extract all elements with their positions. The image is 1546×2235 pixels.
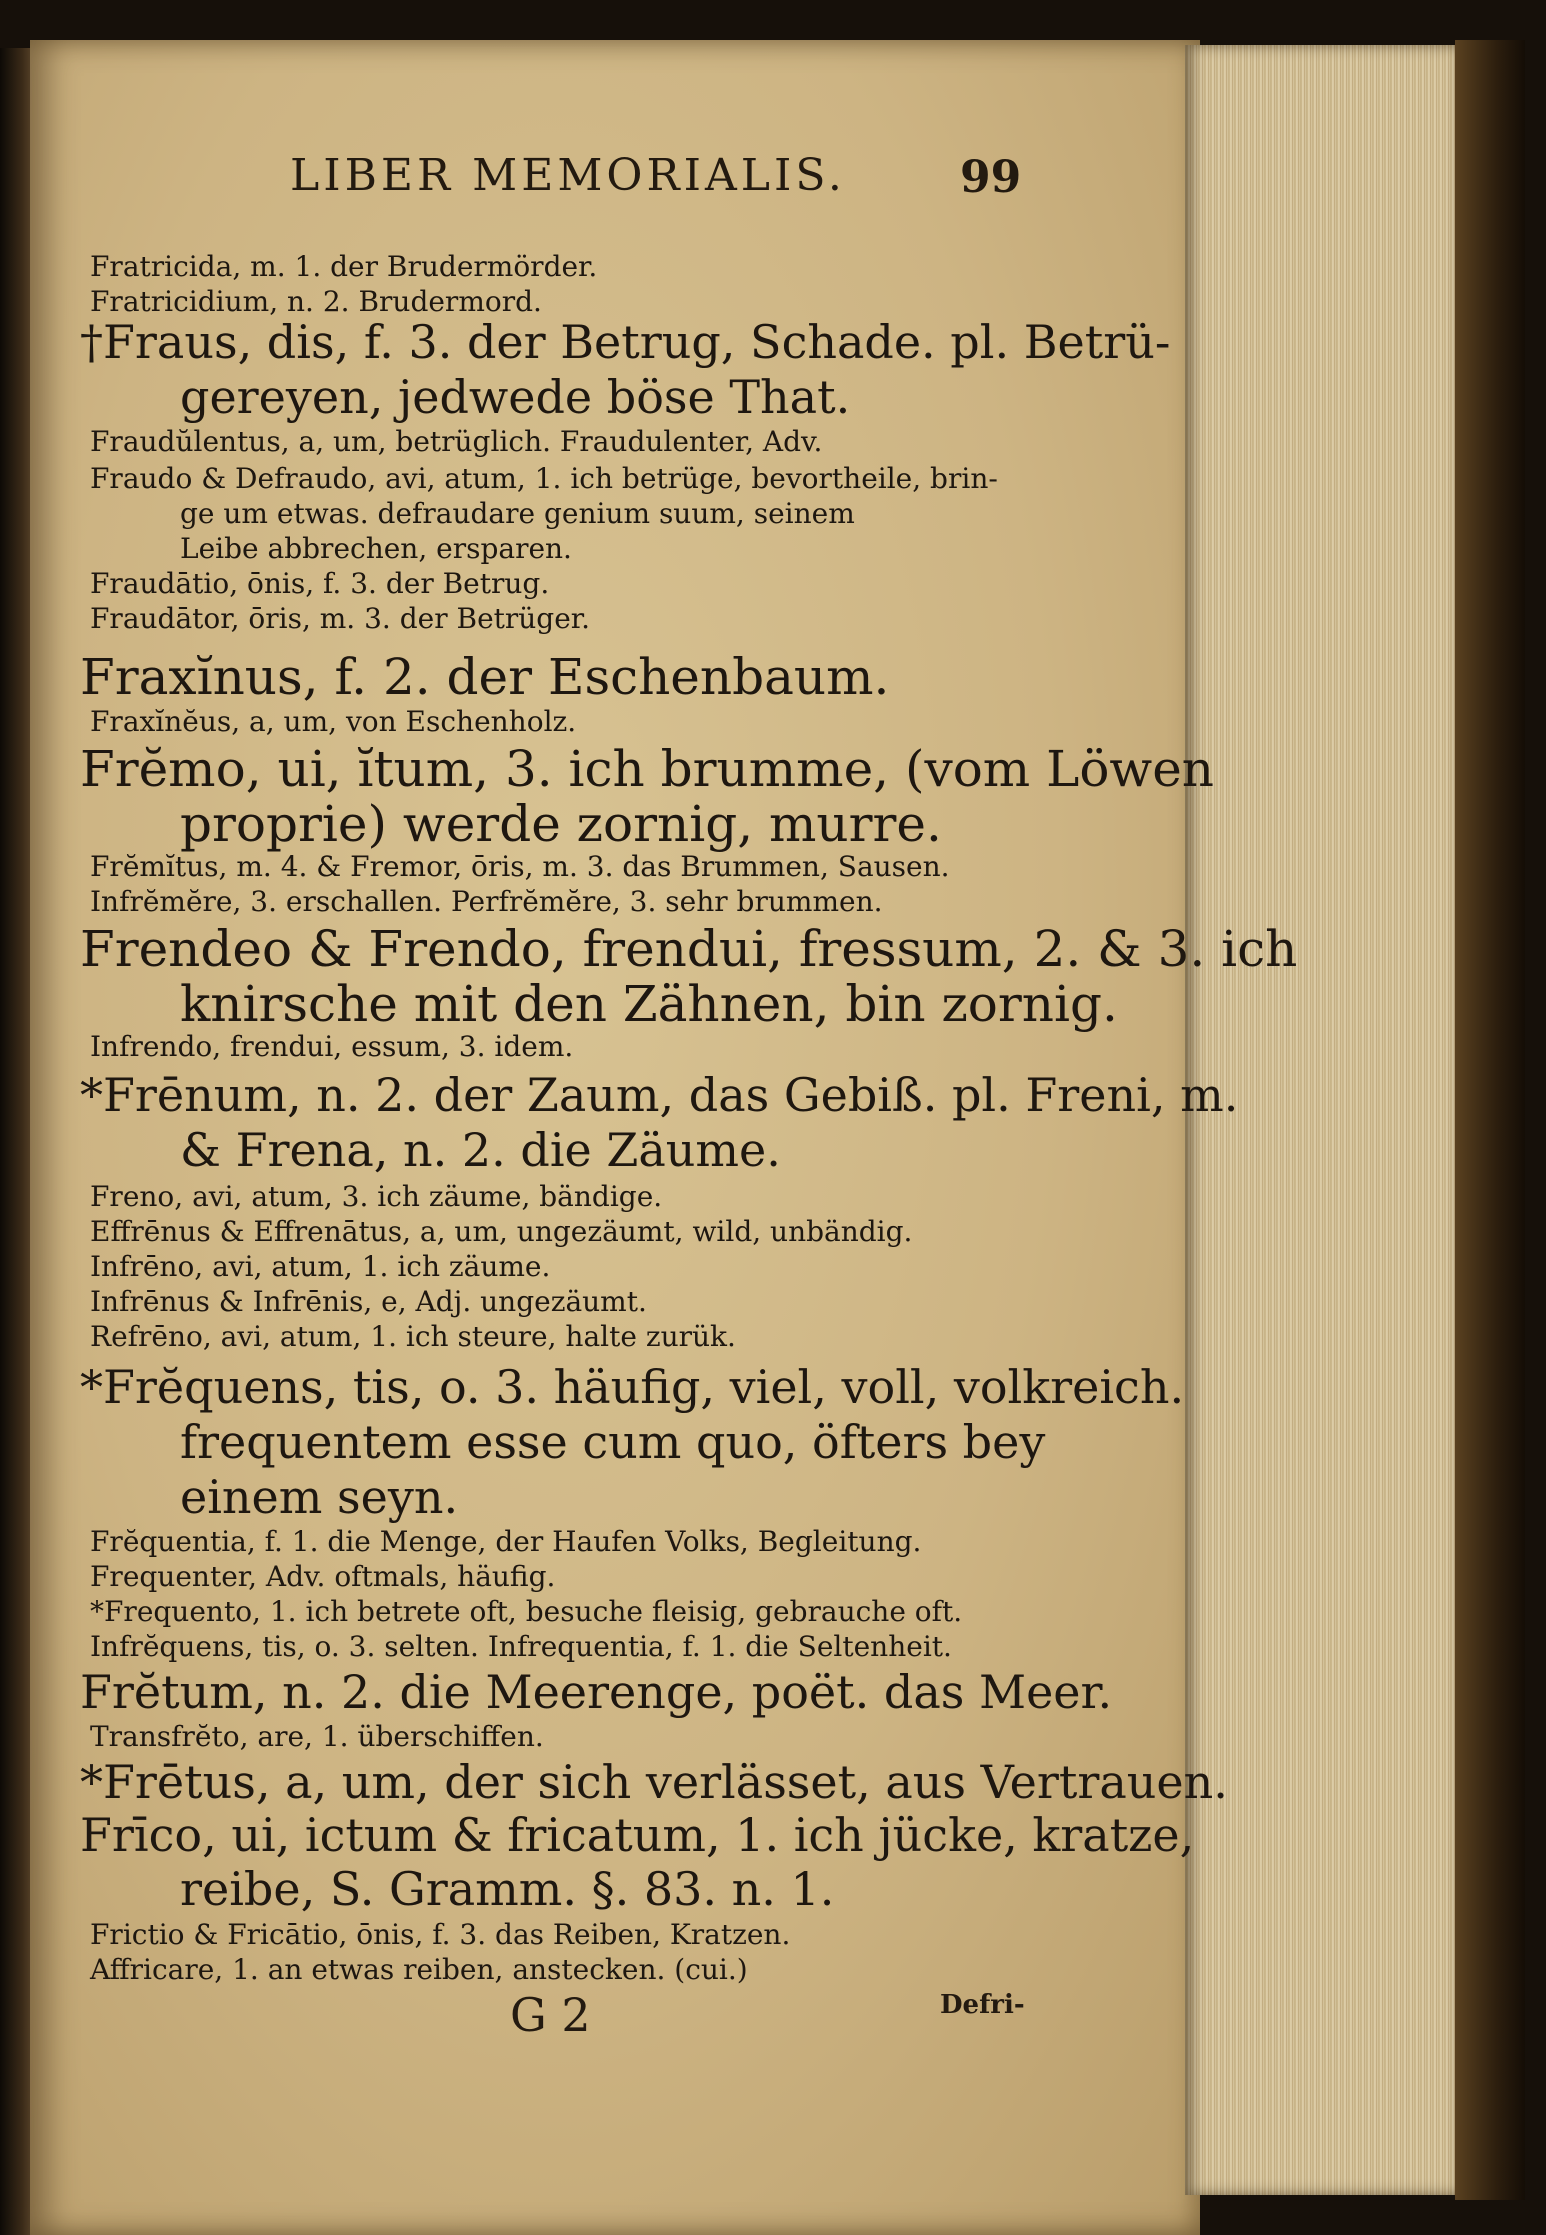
entry-line: *Frequento, 1. ich betrete oft, besuche fleisig, gebrauche oft. [90,1595,963,1628]
entry-line: Freno, avi, atum, 3. ich zäume, bändige. [90,1180,663,1213]
signature-mark: G 2 [510,1988,591,2042]
entry-line: Infrēnus & Infrēnis, e, Adj. ungezäumt. [90,1285,647,1318]
entry-line: reibe, S. Gramm. §. 83. n. 1. [180,1862,835,1916]
entry-line: & Frena, n. 2. die Zäume. [180,1123,781,1177]
book-cover-edge [1455,40,1525,2200]
entry-line: Fraudātor, ōris, m. 3. der Betrüger. [90,602,591,635]
entry-line: Fraxĭnus, f. 2. der Eschenbaum. [80,648,890,706]
entry-line: Infrĕmĕre, 3. erschallen. Perfrĕmĕre, 3. sehr brummen. [90,885,883,918]
entry-line: Fraxĭnĕus, a, um, von Eschenholz. [90,705,577,738]
entry-line: Fraudŭlentus, a, um, betrüglich. Fraudulenter, Adv. [90,425,823,458]
entry-line: Leibe abbrechen, ersparen. [180,532,572,565]
entry-line: Transfrĕto, are, 1. überschiffen. [90,1720,544,1753]
entry-line: Infrēno, avi, atum, 1. ich zäume. [90,1250,551,1283]
entry-line: Frĕquentia, f. 1. die Menge, der Haufen Volks, Begleitung. [90,1525,922,1558]
entry-line: Affricare, 1. an etwas reiben, anstecken. (cui.) [90,1953,748,1986]
entry-line: Fraudo & Defraudo, avi, atum, 1. ich betrüge, bevortheile, brin- [90,462,998,495]
entry-line: frequentem esse cum quo, öfters bey [180,1415,1046,1469]
catchword: Defri- [940,1990,1025,2020]
running-title: LIBER MEMORIALIS. [290,150,846,201]
entry-line: Frendeo & Frendo, frendui, fressum, 2. & 3. ich [80,920,1298,978]
entry-line: *Frĕquens, tis, o. 3. häufig, viel, voll, volkreich. [80,1360,1185,1414]
entry-line: Infrĕquens, tis, o. 3. selten. Infrequentia, f. 1. die Seltenheit. [90,1630,952,1663]
running-header [80,150,1050,210]
entry-line: gereyen, jedwede böse That. [180,370,851,424]
entry-line: Frĕmo, ui, ĭtum, 3. ich brumme, (vom Löwen [80,740,1215,798]
entry-line: Frĕmĭtus, m. 4. & Fremor, ōris, m. 3. das Brummen, Sausen. [90,850,950,883]
entry-line: ge um etwas. defraudare genium suum, seinem [180,497,855,530]
entry-line: Fratricidium, n. 2. Brudermord. [90,285,542,318]
entry-line: Frequenter, Adv. oftmals, häufig. [90,1560,556,1593]
entry-line: Frĕtum, n. 2. die Meerenge, poët. das Meer. [80,1665,1113,1719]
entry-line: †Fraus, dis, f. 3. der Betrug, Schade. pl. Betrü- [80,315,1171,369]
entry-line: Refrēno, avi, atum, 1. ich steure, halte zurük. [90,1320,736,1353]
entry-line: Frictio & Fricātio, ōnis, f. 3. das Reiben, Kratzen. [90,1918,791,1951]
entry-line: knirsche mit den Zähnen, bin zornig. [180,975,1118,1033]
entry-line: Fratricida, m. 1. der Brudermörder. [90,250,598,283]
entry-line: *Frēnum, n. 2. der Zaum, das Gebiß. pl. Freni, m. [80,1068,1239,1122]
entry-line: *Frētus, a, um, der sich verlässet, aus Vertrauen. [80,1755,1228,1809]
entry-line: Infrendo, frendui, essum, 3. idem. [90,1030,574,1063]
entry-line: Effrēnus & Effrenātus, a, um, ungezäumt, wild, unbändig. [90,1215,913,1248]
entry-line: Fraudātio, ōnis, f. 3. der Betrug. [90,567,550,600]
entry-line: Frīco, ui, ictum & fricatum, 1. ich jücke, kratze, [80,1808,1195,1862]
entry-line: proprie) werde zornig, murre. [180,795,942,853]
page-number: 99 [960,152,1022,203]
entry-line: einem seyn. [180,1470,459,1524]
